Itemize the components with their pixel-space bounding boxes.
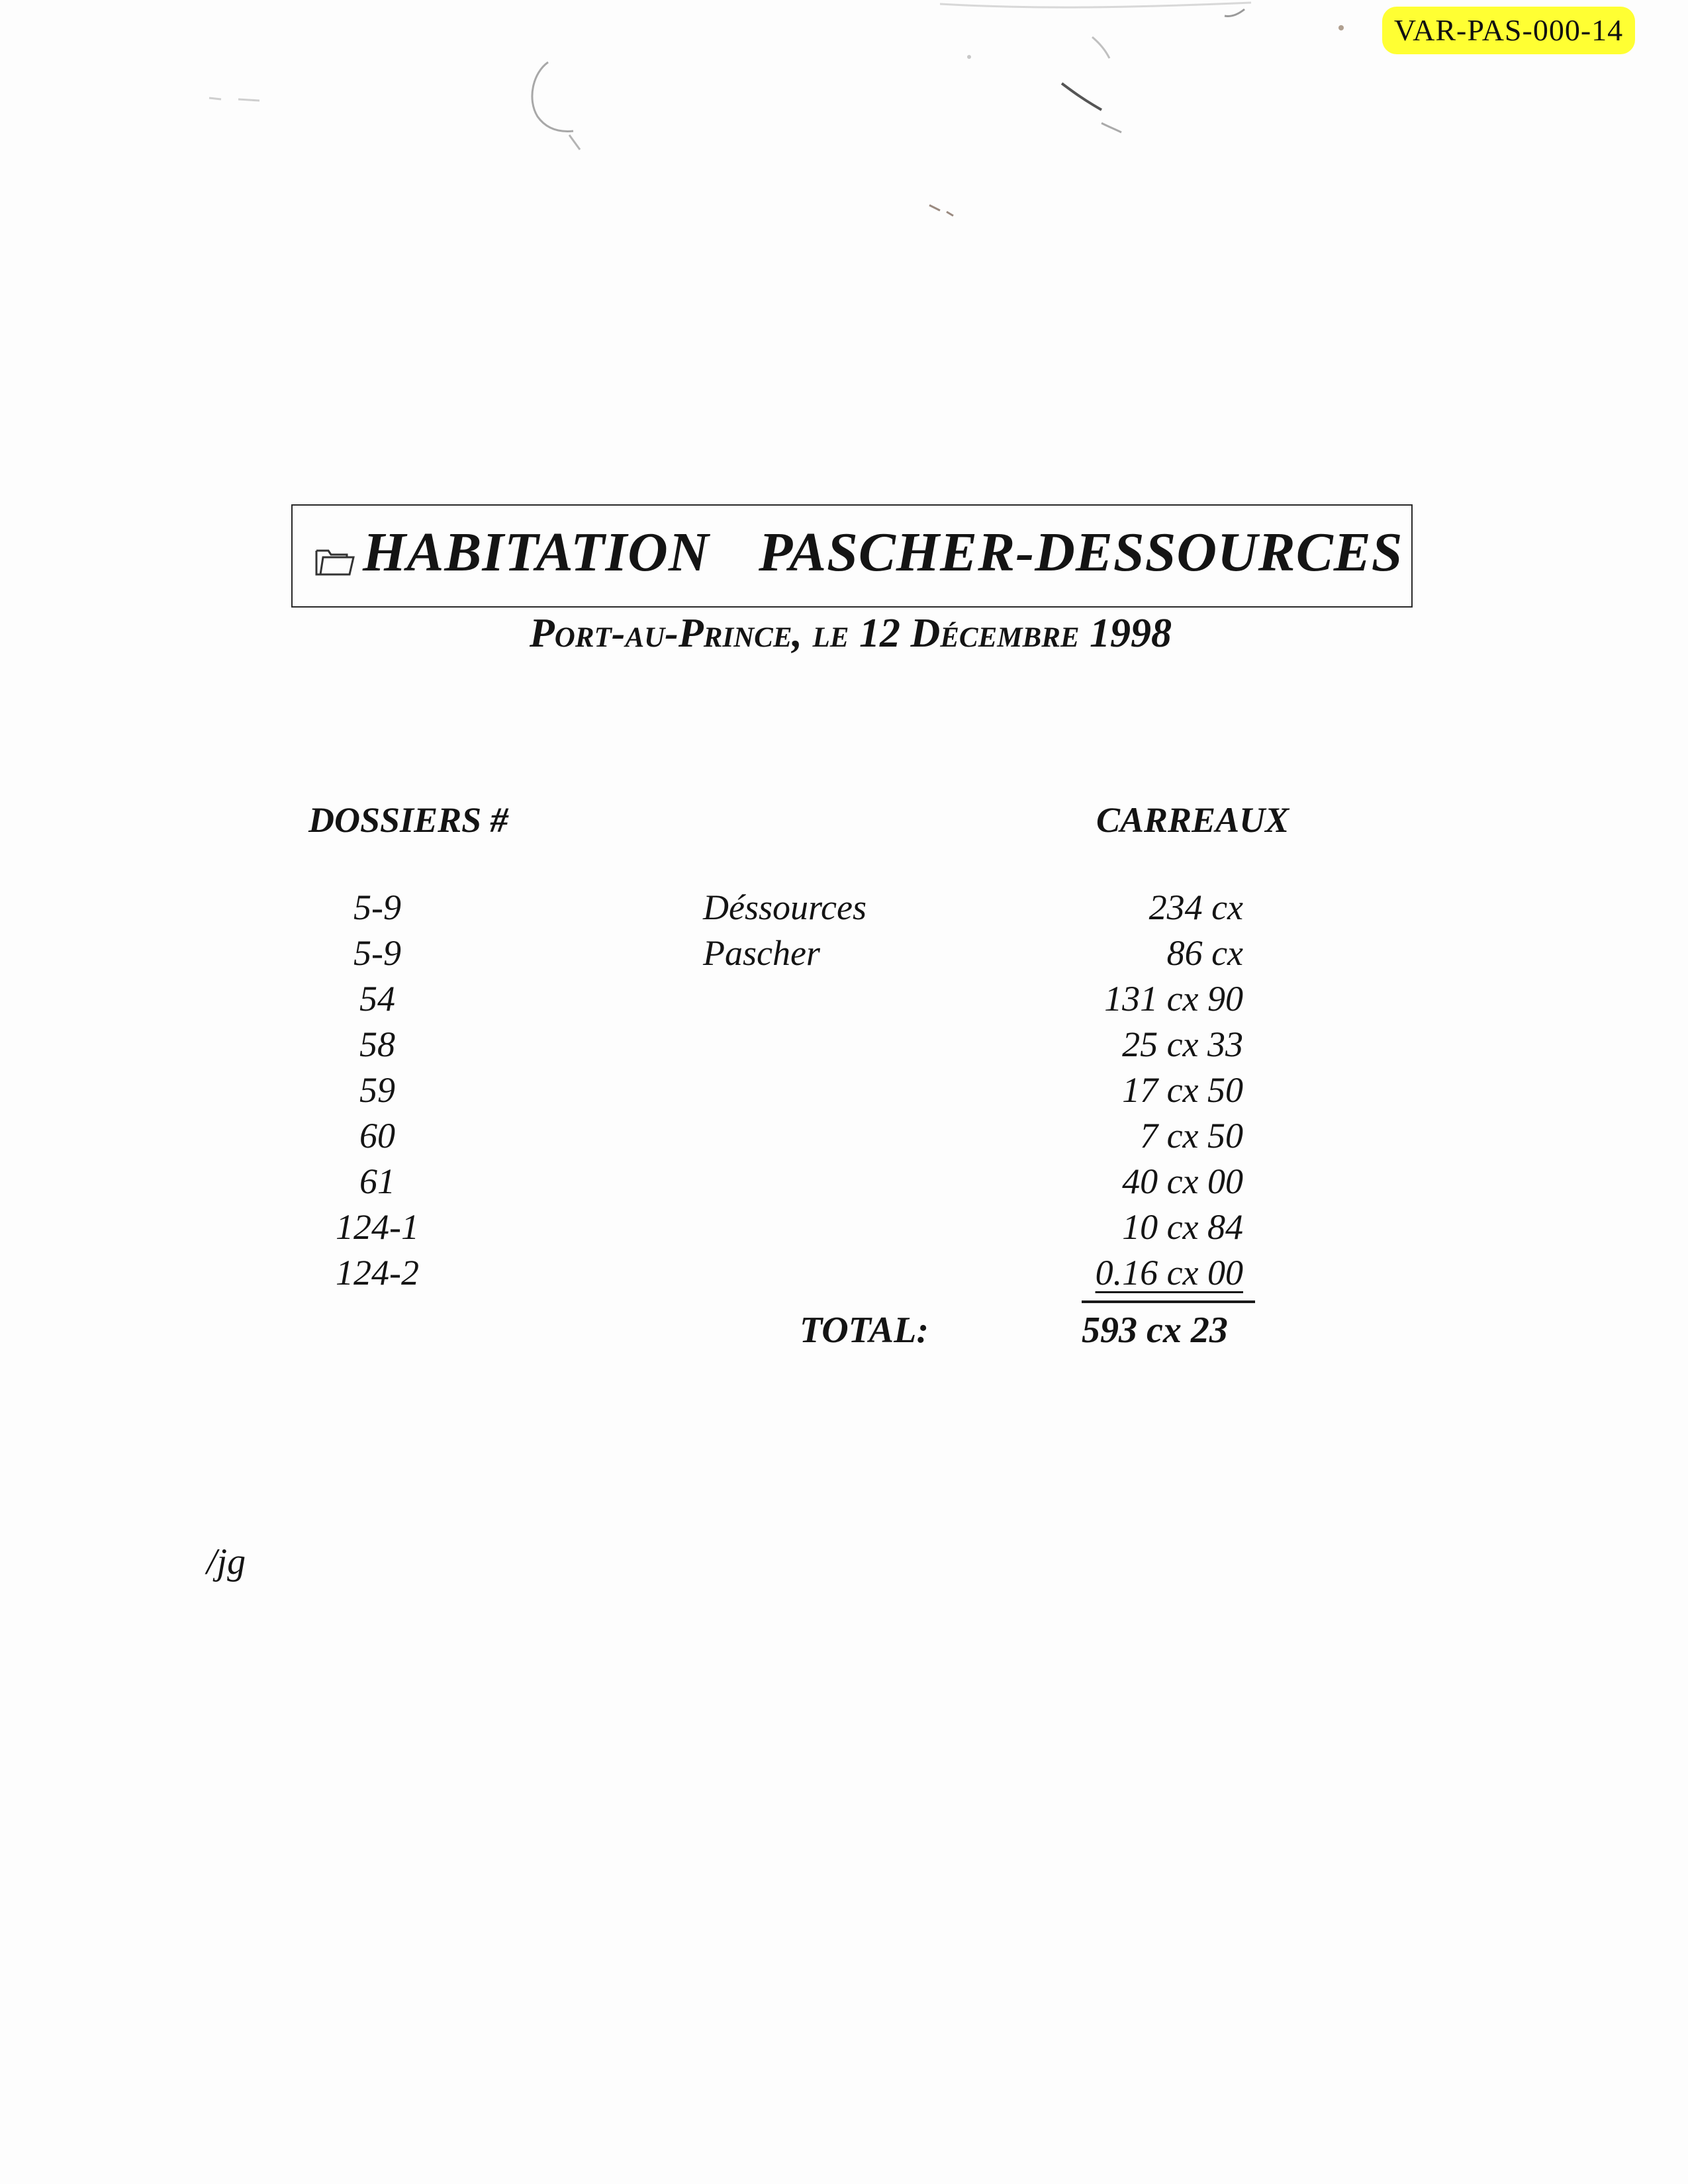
dossier-number: 124-2 [336,1253,419,1293]
place-date-text: Port-au-Prince, le 12 Décembre 1998 [529,611,1172,656]
dossier-number: 124-1 [336,1207,419,1247]
parcel-name: Pascher [703,933,820,973]
carreaux-value: 25 cx 33 [1122,1024,1243,1064]
table-row [0,1206,1688,1253]
dossier-number: 5-9 [353,933,401,973]
bates-stamp: VAR-PAS-000-14 [1382,7,1635,54]
dossier-number: 58 [359,1024,395,1064]
title-habitation: HABITATION [363,522,710,583]
total-rule [1082,1300,1255,1303]
carreaux-value: 234 cx [1149,887,1243,927]
table-row [0,1161,1688,1207]
table-row [0,1252,1688,1298]
carreaux-value: 40 cx 00 [1122,1161,1243,1201]
carreaux-value: 10 cx 84 [1122,1207,1243,1247]
table-row [0,1115,1688,1161]
carreaux-value: 17 cx 50 [1122,1070,1243,1110]
column-header-dossiers: DOSSIERS # [308,800,508,840]
dossier-number: 61 [359,1161,395,1201]
dossier-number: 5-9 [353,887,401,927]
place-date-line [0,610,1688,657]
table-row [0,887,1688,933]
typist-initials: /jg [207,1541,246,1582]
folder-icon [314,544,357,578]
carreaux-value: 86 cx [1166,933,1243,973]
dossier-number: 60 [359,1116,395,1156]
title-pascher-dessources: PASCHER-DESSOURCES [759,522,1403,583]
table-row [0,1024,1688,1070]
parcel-name: Déssources [703,887,867,927]
column-header-carreaux: CARREAUX [1096,800,1289,840]
total-label: TOTAL: [800,1310,929,1351]
carreaux-value: 7 cx 50 [1140,1116,1243,1156]
total-value: 593 cx 23 [1082,1310,1228,1351]
table-row [0,1069,1688,1116]
carreaux-value: 131 cx 90 [1104,979,1243,1019]
table-row [0,933,1688,979]
carreaux-value: 0.16 cx 00 [1095,1253,1243,1293]
dossier-number: 54 [359,979,395,1019]
table-row [0,978,1688,1024]
dossier-number: 59 [359,1070,395,1110]
